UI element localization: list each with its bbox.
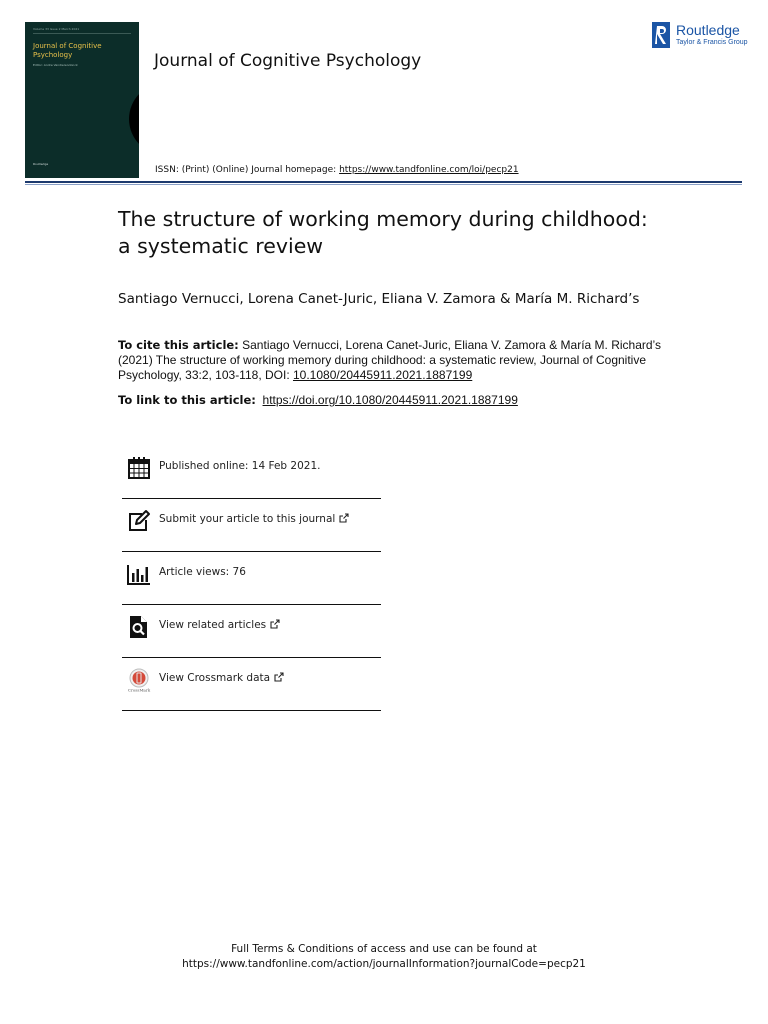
cover-editor-line: Editor: Andre Vandierendonck — [33, 63, 78, 67]
calendar-icon — [127, 456, 151, 480]
published-online-row — [122, 446, 381, 498]
citation-block — [118, 338, 663, 383]
terms-footer — [0, 942, 768, 972]
external-link-icon — [274, 672, 284, 682]
header-divider-thin — [25, 184, 742, 185]
edit-icon — [127, 509, 151, 533]
journal-cover-image — [25, 22, 139, 178]
crossmark-link[interactable]: View Crossmark data — [159, 672, 284, 684]
article-views-label: Article views: 76 — [159, 566, 246, 578]
article-title: The structure of working memory during childhood: a systematic review — [118, 207, 648, 258]
cover-publisher-mark: Routledge — [33, 162, 49, 166]
routledge-logo-icon — [652, 22, 670, 48]
cover-title: Journal of Cognitive Psychology — [33, 42, 102, 59]
external-link-icon — [270, 619, 280, 629]
article-link-label: To link to this article: — [118, 393, 256, 407]
article-doi-url-link[interactable]: https://doi.org/10.1080/20445911.2021.1887199 — [262, 393, 518, 407]
document-search-icon — [127, 615, 151, 639]
publisher-name: Routledge — [676, 22, 740, 38]
citation-label: To cite this article: — [118, 338, 239, 352]
external-link-icon — [339, 513, 349, 523]
journal-name: Journal of Cognitive Psychology — [154, 51, 422, 71]
article-info-list — [122, 446, 381, 711]
journal-homepage-link[interactable]: https://www.tandfonline.com/loi/pecp21 — [339, 165, 519, 175]
article-link-row — [118, 393, 518, 407]
related-articles-link[interactable]: View related articles — [159, 619, 280, 631]
publisher-logo — [652, 22, 752, 52]
publisher-group: Taylor & Francis Group — [676, 39, 748, 46]
submit-article-link[interactable]: Submit your article to this journal — [159, 513, 349, 525]
issn-text: ISSN: (Print) (Online) Journal homepage: — [155, 165, 340, 175]
article-authors: Santiago Vernucci, Lorena Canet-Juric, Eliana V. Zamora & María M. Richard’s — [118, 291, 640, 307]
cover-divider — [33, 33, 131, 34]
citation-doi-link[interactable]: 10.1080/20445911.2021.1887199 — [292, 368, 473, 382]
issn-line — [155, 165, 519, 175]
terms-line: Full Terms & Conditions of access and use can be found at — [231, 943, 537, 955]
submit-article-row[interactable] — [122, 498, 381, 551]
header-divider — [25, 181, 742, 183]
cover-issue-line: Volume 33 Issue 2 March 2021 — [33, 27, 80, 31]
article-views-row — [122, 551, 381, 604]
related-articles-row[interactable] — [122, 604, 381, 657]
crossmark-icon — [127, 668, 151, 692]
svg-text:CrossMark: CrossMark — [127, 687, 151, 692]
bar-chart-icon — [127, 562, 151, 586]
published-online-label: Published online: 14 Feb 2021. — [159, 460, 321, 472]
terms-url[interactable]: https://www.tandfonline.com/action/journalInformation?journalCode=pecp21 — [182, 958, 586, 970]
cover-graphic — [129, 83, 139, 155]
crossmark-row[interactable] — [122, 657, 381, 710]
citation-text: Santiago Vernucci, Lorena Canet-Juric, Eliana V. Zamora & María M. Richard’s (2021) The structure of working memory during childhood: a systematic review, Journal of Cognitive Psychology, 33:2, 103-118, DOI: — [118, 338, 661, 382]
info-list-bottom-rule — [122, 710, 381, 711]
